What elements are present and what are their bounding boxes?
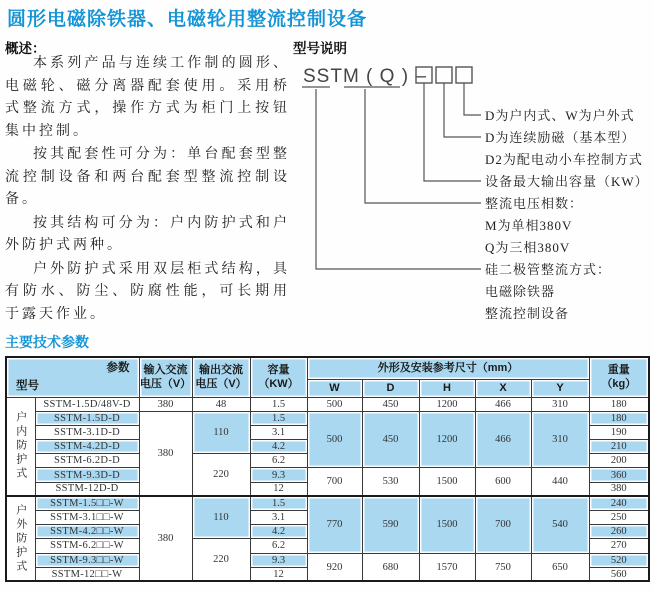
dim-col-header: W: [307, 379, 362, 397]
model-legend-item: 设备最大输出容量（KW）: [485, 174, 649, 189]
model-legend-item: D2为配电动小车控制方式: [485, 152, 643, 167]
group-label-cell: [6, 496, 35, 581]
input-voltage-cell: 380: [139, 397, 192, 411]
weight-cell: 380: [589, 482, 649, 496]
dim-col-header: H: [419, 379, 475, 397]
specs-table-body: [6, 397, 649, 581]
model-cell: SSTM-1.5D-D: [35, 411, 139, 425]
dimension-cell: 310: [531, 411, 589, 468]
group-label-cell: [6, 397, 35, 496]
dimension-cell: 466: [475, 397, 531, 411]
page-title: 圆形电磁除铁器、电磁轮用整流控制设备: [7, 9, 368, 30]
table-row: [6, 397, 649, 411]
weight-header-line: 重量: [607, 363, 630, 376]
model-legend-item: D为户内式、W为户外式: [485, 108, 635, 123]
model-digit-box: [436, 67, 452, 83]
specs-table: [5, 356, 650, 582]
output-voltage-cell: 48: [192, 397, 250, 411]
weight-cell: 270: [589, 539, 649, 553]
overview-paragraph: 按其配套性可分为：单台配套型整流控制设备和两台配套型整流控制设备。: [5, 147, 290, 207]
capacity-header-line: （KW）: [258, 378, 299, 391]
model-cell: SSTM-3.1D-D: [35, 425, 139, 439]
model-cell: SSTM-1.5□□-W: [35, 496, 139, 510]
connector-line: [464, 83, 481, 115]
dimension-cell: 1570: [419, 553, 475, 581]
overview-paragraph: 按其结构可分为：户内防护式和户外防护式两种。: [5, 215, 290, 253]
weight-cell: 360: [589, 468, 649, 482]
dimension-cell: 450: [362, 411, 419, 468]
dimension-cell: 770: [307, 496, 362, 553]
header-row-1: [6, 357, 649, 379]
weight-cell: 560: [589, 567, 649, 581]
dimension-cell: 700: [307, 468, 362, 496]
specs-table-head: [6, 357, 649, 397]
overview-paragraph: 本系列产品与连续工作制的圆形、电磁轮、磁分离器配套使用。采用桥式整流方式，操作方式为柜门上按钮集中控制。: [5, 56, 290, 139]
dim-col-header: Y: [531, 379, 589, 397]
group-label: 户外防护式: [14, 503, 27, 574]
output-voltage-cell: 110: [192, 411, 250, 454]
connector-line: [316, 89, 481, 269]
model-cell: SSTM-1.5D/48V-D: [35, 397, 139, 411]
dimension-cell: 540: [531, 496, 589, 553]
table-row: [6, 411, 649, 425]
capacity-header: [250, 357, 307, 397]
model-cell: SSTM-12□□-W: [35, 567, 139, 581]
model-section-heading: 型号说明: [293, 41, 347, 56]
dimension-cell: 450: [362, 397, 419, 411]
capacity-cell: 1.5: [250, 397, 307, 411]
capacity-cell: 3.1: [250, 425, 307, 439]
dimension-cell: 1500: [419, 468, 475, 496]
capacity-cell: 6.2: [250, 454, 307, 468]
dimension-cell: 530: [362, 468, 419, 496]
model-diagonal-label: 型号: [16, 379, 39, 392]
model-param-diagonal-cell: [6, 357, 139, 397]
dimension-cell: 500: [307, 397, 362, 411]
input-voltage-header: [139, 357, 192, 397]
dimension-cell: 1200: [419, 411, 475, 468]
dimensions-header: 外形及安装参考尺寸（mm）: [307, 357, 589, 379]
dimension-cell: 1500: [419, 496, 475, 553]
dimension-cell: 440: [531, 468, 589, 496]
model-cell: SSTM-9.3D-D: [35, 468, 139, 482]
model-legend-item: 整流控制设备: [485, 306, 570, 321]
model-cell: SSTM-4.2□□-W: [35, 525, 139, 539]
capacity-header-line: 容量: [267, 363, 290, 376]
dimension-cell: 500: [307, 411, 362, 468]
output-voltage-header: [192, 357, 250, 397]
dimension-cell: 310: [531, 397, 589, 411]
dimension-cell: 590: [362, 496, 419, 553]
capacity-cell: 1.5: [250, 496, 307, 510]
weight-header: [589, 357, 649, 397]
model-legend-item: Q为三相380V: [485, 240, 571, 255]
dimension-cell: 466: [475, 411, 531, 468]
model-cell: SSTM-9.3□□-W: [35, 553, 139, 567]
model-legend-item: D为连续励磁（基本型）: [485, 130, 636, 145]
model-legend-item: 整流电压相数：: [485, 196, 584, 211]
input-voltage-header-line: 输入交流: [143, 363, 188, 376]
table-row: [6, 496, 649, 510]
model-cell: SSTM-6.2D-D: [35, 454, 139, 468]
weight-cell: 180: [589, 411, 649, 425]
overview-text: [5, 53, 290, 327]
model-legend-item: 电磁除铁器: [485, 284, 556, 299]
specs-heading: 主要技术参数: [5, 334, 89, 350]
table-row: [6, 468, 649, 482]
model-legend-item: 硅二极管整流方式：: [485, 262, 612, 277]
dimension-cell: 650: [531, 553, 589, 581]
overview-paragraph: 户外防护式采用双层柜式结构，具有防水、防尘、防腐性能，可长期用于露天作业。: [5, 261, 290, 322]
capacity-cell: 3.1: [250, 511, 307, 525]
capacity-cell: 12: [250, 482, 307, 496]
overview-heading: 概述：: [5, 41, 46, 56]
model-cell: SSTM-4.2D-D: [35, 440, 139, 454]
dimension-cell: 700: [475, 496, 531, 553]
weight-cell: 240: [589, 496, 649, 510]
capacity-cell: 9.3: [250, 468, 307, 482]
weight-header-line: （kg）: [601, 378, 637, 391]
capacity-cell: 12: [250, 567, 307, 581]
weight-cell: 200: [589, 454, 649, 468]
param-diagonal-label: 参数: [106, 362, 130, 374]
output-voltage-cell: 110: [192, 496, 250, 539]
weight-cell: 250: [589, 511, 649, 525]
weight-cell: 260: [589, 525, 649, 539]
input-voltage-cell: 380: [139, 411, 192, 496]
weight-cell: 190: [589, 425, 649, 439]
model-cell: SSTM-6.2□□-W: [35, 539, 139, 553]
dimension-cell: 600: [475, 468, 531, 496]
output-voltage-cell: 220: [192, 539, 250, 582]
weight-cell: 520: [589, 553, 649, 567]
connector-line: [424, 83, 481, 181]
input-voltage-cell: 380: [139, 496, 192, 581]
dimension-cell: 680: [362, 553, 419, 581]
dimension-cell: 750: [475, 553, 531, 581]
dim-col-header: X: [475, 379, 531, 397]
model-cell: SSTM-12D-D: [35, 482, 139, 496]
dimension-cell: 1200: [419, 397, 475, 411]
capacity-cell: 6.2: [250, 539, 307, 553]
model-code-diagram: [288, 50, 653, 335]
model-legend-item: M为单相380V: [485, 218, 573, 233]
group-label: 户内防护式: [14, 411, 27, 482]
capacity-cell: 4.2: [250, 440, 307, 454]
output-voltage-header-line: 电压（V）: [195, 378, 247, 391]
dimension-cell: 920: [307, 553, 362, 581]
table-row: [6, 553, 649, 567]
connector-line: [444, 83, 481, 137]
capacity-cell: 9.3: [250, 553, 307, 567]
output-voltage-cell: 220: [192, 454, 250, 497]
model-code-text: SSTM ( Q ) –: [303, 66, 427, 87]
capacity-cell: 1.5: [250, 411, 307, 425]
model-digit-box: [456, 67, 472, 83]
dim-col-header: D: [362, 379, 419, 397]
model-cell: SSTM-3.1□□-W: [35, 511, 139, 525]
weight-cell: 210: [589, 440, 649, 454]
input-voltage-header-line: 电压（V）: [139, 378, 192, 391]
weight-cell: 180: [589, 397, 649, 411]
capacity-cell: 4.2: [250, 525, 307, 539]
output-voltage-header-line: 输出交流: [199, 363, 243, 376]
